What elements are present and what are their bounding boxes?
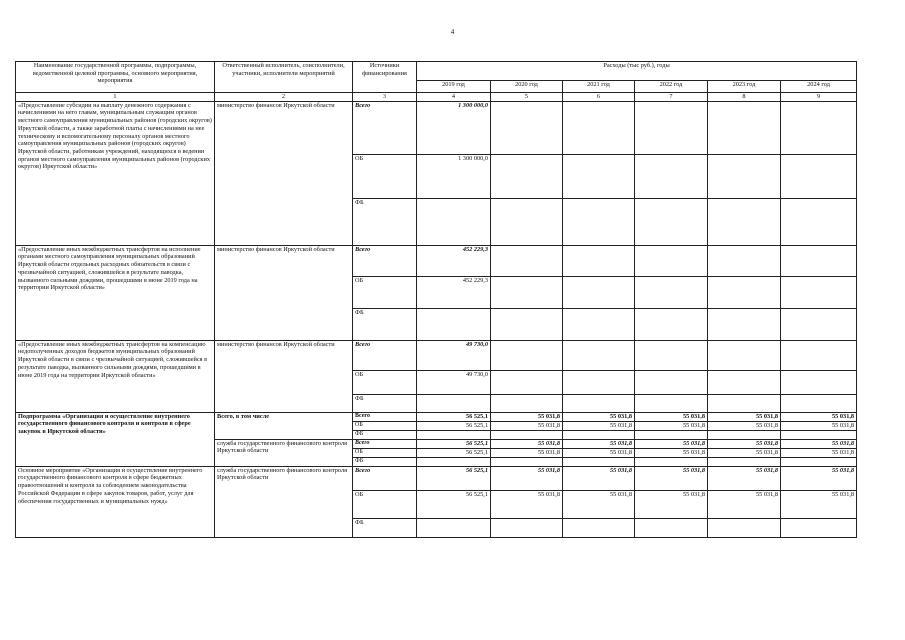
executor-name: служба государственного финансового контроля Иркутской области xyxy=(215,439,353,466)
value-cell xyxy=(781,308,857,340)
value-cell xyxy=(781,245,857,276)
column-number: 3 xyxy=(353,93,417,102)
value-cell: 55 031,8 xyxy=(563,421,635,430)
source-label: Всего xyxy=(353,245,417,276)
value-cell: 55 031,8 xyxy=(708,439,781,448)
value-cell xyxy=(417,394,491,412)
source-label: ОБ xyxy=(353,154,417,198)
table-row xyxy=(16,245,857,276)
value-cell: 55 031,8 xyxy=(635,412,708,421)
value-cell: 55 031,8 xyxy=(781,421,857,430)
value-cell: 1 300 000,0 xyxy=(417,101,491,154)
table-row xyxy=(16,412,857,421)
value-cell xyxy=(491,245,563,276)
source-label: ФБ xyxy=(353,394,417,412)
measure-name: «Предоставление субсидии на выплату денежного содержания с начислениями на него главам, муниципальным служащим органов местного самоуправления муниципальных районов (городских округов) Иркутской области, а также заработной платы с начислениями на нее техническому и вспомогательному персоналу органов местного самоуправления муниципальных районов (городских округов) Иркутской области, работникам учреждений, находящихся в ведении органов местного самоуправления муниципальных районов (городских округов) Иркутской области» xyxy=(16,101,215,245)
value-cell: 56 525,1 xyxy=(417,421,491,430)
column-number: 8 xyxy=(708,93,781,102)
value-cell: 452 229,3 xyxy=(417,245,491,276)
source-label: Всего xyxy=(353,340,417,370)
value-cell: 55 031,8 xyxy=(781,439,857,448)
value-cell xyxy=(491,340,563,370)
value-cell: 56 525,1 xyxy=(417,466,491,490)
value-cell: 55 031,8 xyxy=(491,439,563,448)
value-cell: 55 031,8 xyxy=(708,448,781,457)
table-header-row xyxy=(16,62,857,81)
value-cell xyxy=(708,430,781,439)
header-source: Источники финансирования xyxy=(353,62,417,93)
value-cell xyxy=(563,198,635,245)
source-label: ФБ xyxy=(353,308,417,340)
value-cell xyxy=(491,308,563,340)
value-cell: 55 031,8 xyxy=(491,412,563,421)
value-cell xyxy=(417,308,491,340)
value-cell xyxy=(563,308,635,340)
executor-name: министерство финансов Иркутской области xyxy=(215,340,353,412)
column-number: 9 xyxy=(781,93,857,102)
value-cell xyxy=(491,457,563,466)
value-cell xyxy=(708,276,781,308)
source-label: ОБ xyxy=(353,421,417,430)
source-label: ОБ xyxy=(353,448,417,457)
value-cell xyxy=(563,518,635,537)
value-cell: 55 031,8 xyxy=(781,412,857,421)
measure-name: Основное мероприятие «Организация и осуществление внутреннего государственного финансового контроля в сфере бюджетных правоотношений и контроля за соблюдением законодательства Российской Федерации в сфере закупок товаров, работ, услуг для обеспечения государственных и муниципальных нужд» xyxy=(16,466,215,537)
value-cell xyxy=(781,457,857,466)
table-row xyxy=(16,101,857,154)
value-cell: 56 525,1 xyxy=(417,412,491,421)
executor-name: министерство финансов Иркутской области xyxy=(215,101,353,245)
value-cell xyxy=(563,154,635,198)
table-row xyxy=(16,466,857,490)
value-cell: 452 229,3 xyxy=(417,276,491,308)
value-cell xyxy=(563,457,635,466)
value-cell xyxy=(417,518,491,537)
value-cell: 49 730,0 xyxy=(417,370,491,394)
source-label: ОБ xyxy=(353,490,417,518)
source-label: ОБ xyxy=(353,370,417,394)
column-number: 4 xyxy=(417,93,491,102)
value-cell xyxy=(708,245,781,276)
executor-name: министерство финансов Иркутской области xyxy=(215,245,353,340)
value-cell xyxy=(417,430,491,439)
value-cell xyxy=(491,430,563,439)
value-cell: 56 525,1 xyxy=(417,490,491,518)
value-cell xyxy=(491,518,563,537)
value-cell xyxy=(635,276,708,308)
value-cell: 55 031,8 xyxy=(708,466,781,490)
value-cell: 55 031,8 xyxy=(781,490,857,518)
header-executor: Ответственный исполнитель, соисполнители, участники, исполнители мероприятий xyxy=(215,62,353,93)
value-cell xyxy=(708,518,781,537)
source-label: ФБ xyxy=(353,198,417,245)
value-cell: 55 031,8 xyxy=(563,439,635,448)
value-cell xyxy=(708,394,781,412)
column-number: 6 xyxy=(563,93,635,102)
value-cell xyxy=(635,518,708,537)
value-cell xyxy=(635,340,708,370)
value-cell xyxy=(417,198,491,245)
value-cell xyxy=(781,198,857,245)
value-cell xyxy=(708,154,781,198)
value-cell xyxy=(491,198,563,245)
value-cell: 55 031,8 xyxy=(491,421,563,430)
source-label: Всего xyxy=(353,466,417,490)
value-cell xyxy=(781,154,857,198)
value-cell xyxy=(781,340,857,370)
value-cell: 56 525,1 xyxy=(417,439,491,448)
value-cell: 55 031,8 xyxy=(563,448,635,457)
source-label: Всего xyxy=(353,439,417,448)
header-program-name: Наименование государственной программы, подпрограммы, ведомственной целевой программы, основного мероприятия, мероприятия xyxy=(16,62,215,93)
value-cell xyxy=(781,518,857,537)
value-cell xyxy=(635,394,708,412)
value-cell xyxy=(563,340,635,370)
measure-name: «Предоставление иных межбюджетных трансфертов на исполнение органами местного самоуправления муниципальных образований Иркутской области отдельных расходных обязательств в связи с чрезвычайной ситуацией, сложившейся в результате паводка, вызванного сильными дождями, прошедшими в июне 2019 года на территории Иркутской области» xyxy=(16,245,215,340)
value-cell xyxy=(635,245,708,276)
value-cell xyxy=(635,457,708,466)
value-cell xyxy=(708,198,781,245)
value-cell xyxy=(417,457,491,466)
source-label: Всего xyxy=(353,101,417,154)
value-cell xyxy=(635,198,708,245)
header-year: 2022 год xyxy=(635,81,708,93)
page-number: 4 xyxy=(450,28,455,36)
value-cell xyxy=(491,154,563,198)
value-cell xyxy=(635,308,708,340)
value-cell xyxy=(563,101,635,154)
value-cell: 1 300 000,0 xyxy=(417,154,491,198)
value-cell: 55 031,8 xyxy=(781,448,857,457)
source-label: ФБ xyxy=(353,430,417,439)
value-cell xyxy=(635,370,708,394)
value-cell xyxy=(635,101,708,154)
value-cell: 56 525,1 xyxy=(417,448,491,457)
executor-name: Всего, в том числе xyxy=(215,412,353,439)
budget-table xyxy=(15,61,857,538)
value-cell xyxy=(781,430,857,439)
value-cell xyxy=(781,101,857,154)
value-cell xyxy=(635,154,708,198)
value-cell xyxy=(563,276,635,308)
value-cell xyxy=(708,101,781,154)
source-label: ОБ xyxy=(353,276,417,308)
value-cell: 55 031,8 xyxy=(491,448,563,457)
value-cell xyxy=(708,370,781,394)
column-number: 5 xyxy=(491,93,563,102)
value-cell: 55 031,8 xyxy=(708,490,781,518)
value-cell: 55 031,8 xyxy=(563,412,635,421)
value-cell xyxy=(708,457,781,466)
value-cell xyxy=(563,370,635,394)
table-row xyxy=(16,340,857,370)
header-expenses: Расходы (тыс руб.), годы xyxy=(417,62,857,81)
value-cell xyxy=(708,308,781,340)
value-cell xyxy=(781,370,857,394)
value-cell: 49 730,0 xyxy=(417,340,491,370)
source-label: ФБ xyxy=(353,518,417,537)
column-number: 2 xyxy=(215,93,353,102)
header-year: 2020 год xyxy=(491,81,563,93)
value-cell xyxy=(563,245,635,276)
value-cell: 55 031,8 xyxy=(635,448,708,457)
value-cell: 55 031,8 xyxy=(635,421,708,430)
value-cell: 55 031,8 xyxy=(491,490,563,518)
value-cell: 55 031,8 xyxy=(781,466,857,490)
header-year: 2024 год xyxy=(781,81,857,93)
header-year: 2023 год xyxy=(708,81,781,93)
value-cell xyxy=(708,340,781,370)
value-cell: 55 031,8 xyxy=(708,412,781,421)
header-year: 2021 год xyxy=(563,81,635,93)
value-cell xyxy=(491,370,563,394)
header-year: 2019 год xyxy=(417,81,491,93)
value-cell xyxy=(563,394,635,412)
value-cell: 55 031,8 xyxy=(563,466,635,490)
column-number-row xyxy=(16,93,857,102)
source-label: ФБ xyxy=(353,457,417,466)
executor-name: служба государственного финансового контроля Иркутской области xyxy=(215,466,353,537)
value-cell: 55 031,8 xyxy=(635,466,708,490)
column-number: 1 xyxy=(16,93,215,102)
value-cell: 55 031,8 xyxy=(708,421,781,430)
value-cell xyxy=(781,276,857,308)
value-cell xyxy=(635,430,708,439)
value-cell: 55 031,8 xyxy=(635,490,708,518)
value-cell: 55 031,8 xyxy=(635,439,708,448)
value-cell xyxy=(491,394,563,412)
source-label: Всего xyxy=(353,412,417,421)
value-cell xyxy=(491,276,563,308)
column-number: 7 xyxy=(635,93,708,102)
value-cell xyxy=(563,430,635,439)
measure-name: «Предоставление иных межбюджетных трансфертов на компенсацию недополученных доходов бюджетов муниципальных образований Иркутской области в связи с чрезвычайной ситуацией, сложившейся в результате паводка, вызванного сильными дождями, прошедшими в июне 2019 года на территории Иркутской области» xyxy=(16,340,215,412)
value-cell xyxy=(781,394,857,412)
value-cell: 55 031,8 xyxy=(491,466,563,490)
value-cell xyxy=(491,101,563,154)
value-cell: 55 031,8 xyxy=(563,490,635,518)
subprogram-name: Подпрограмма «Организация и осуществление внутреннего государственного финансового контроля и контроля в сфере закупок в Иркутской области» xyxy=(16,412,215,466)
